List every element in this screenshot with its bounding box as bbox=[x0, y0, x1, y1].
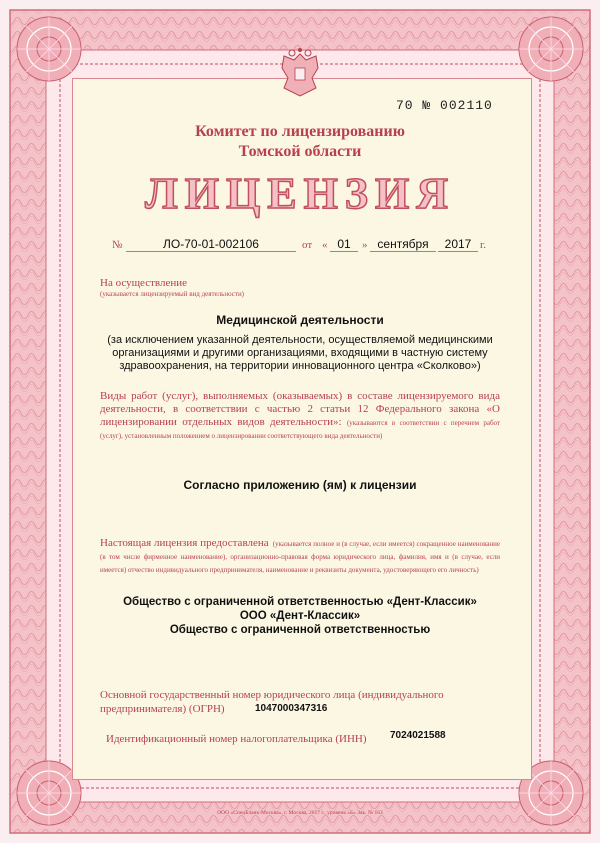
license-month: сентября bbox=[370, 237, 436, 252]
holder-full-name: Общество с ограниченной ответственностью «Дент-Классик» bbox=[123, 596, 477, 608]
works-description: Виды работ (услуг), выполняемых (оказываемых) в составе лицензируемого вида деятельности, в соответствии с частью 2 статьи 12 Федерального закона «О лицензировании отдельных видов деятельности»: bbox=[100, 390, 500, 428]
works-text bbox=[100, 390, 500, 442]
issuing-authority bbox=[100, 122, 500, 162]
from-label: от bbox=[302, 239, 313, 251]
serial-series: 70 bbox=[396, 98, 414, 113]
activity-exception: (за исключением указанной деятельности, осуществляемой медицинскими организациями и другими организациями, входящими в частную систему здравоохранения, на территории инновационного центра «Сколково») bbox=[107, 334, 493, 372]
quote-close: » bbox=[362, 239, 368, 251]
year-suffix: г. bbox=[480, 239, 487, 251]
coat-of-arms-icon bbox=[276, 48, 324, 100]
holder-short-name: ООО «Дент-Классик» bbox=[239, 610, 361, 622]
license-number: ЛО-70-01-002106 bbox=[126, 237, 296, 252]
license-day: 01 bbox=[330, 237, 358, 252]
authority-line2: Томской области bbox=[238, 143, 362, 160]
works-value: Согласно приложению (ям) к лицензии bbox=[183, 478, 417, 492]
activity-hint: (указывается лицензируемый вид деятельности) bbox=[100, 290, 245, 298]
authority-line1: Комитет по лицензированию bbox=[195, 123, 405, 140]
ogrn-label: Основной государственный номер юридического лица (индивидуального предпринимателя) (ОГРН) bbox=[100, 689, 444, 715]
holder-name bbox=[100, 595, 500, 637]
document-title: ЛИЦЕНЗИЯ bbox=[144, 169, 456, 218]
activity-value: Медицинской деятельности bbox=[216, 313, 384, 327]
activity-label: На осуществление bbox=[100, 277, 187, 289]
holder-legal-form: Общество с ограниченной ответственностью bbox=[169, 624, 431, 636]
works-hint: (указываются в соответствии с перечнем работ (услуг), установленным положением о лицензировании соответствующего вида деятельности) bbox=[100, 419, 500, 440]
quote-open: « bbox=[322, 239, 328, 251]
holder-text bbox=[100, 536, 500, 575]
serial-number bbox=[396, 98, 493, 113]
printer-footer: ООО «СпецБланк-Москва», г. Москва, 2017 г., уровень «Б» Зак. № 163 bbox=[217, 810, 383, 816]
license-year: 2017 bbox=[438, 237, 478, 252]
license-number-line bbox=[112, 237, 492, 255]
serial-number-sign: № bbox=[422, 98, 432, 113]
ogrn-value: 1047000347316 bbox=[255, 703, 328, 714]
holder-label: Настоящая лицензия предоставлена bbox=[100, 537, 269, 549]
holder-hint: (указывается полное и (в случае, если имеется) сокращенное наименование (в том числе фирменное наименование), организационно-правовая форма юридического лица, фамилия, имя и (в случае, если имеется) отчество индивидуального предпринимателя, наименование и реквизиты документа, удостоверяющего его личность) bbox=[100, 540, 501, 574]
inn-label: Идентификационный номер налогоплательщика (ИНН) bbox=[106, 733, 367, 745]
rosette-ornament-icon bbox=[14, 14, 84, 84]
rosette-ornament-icon bbox=[516, 14, 586, 84]
number-label: № bbox=[112, 239, 123, 251]
serial-value: 002110 bbox=[440, 98, 493, 113]
inn-value: 7024021588 bbox=[390, 730, 446, 741]
